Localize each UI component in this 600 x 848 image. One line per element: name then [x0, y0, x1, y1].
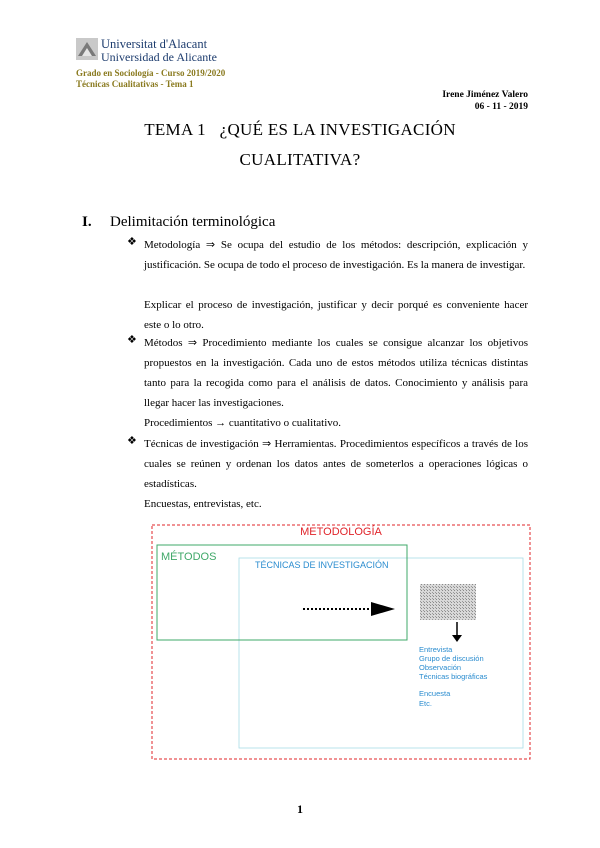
document-date: 06 - 11 - 2019: [474, 102, 528, 112]
bullet-extra-metodologia: Explicar el proceso de investigación, justificar y decir porqué es conveniente hacer este o lo otro.: [144, 299, 528, 331]
technique-item: Entrevista: [419, 645, 453, 654]
author-name: Irene Jiménez Valero: [442, 90, 528, 100]
bullet-diamond-icon: ❖: [127, 236, 137, 248]
methods-label: MÉTODOS: [161, 551, 217, 563]
bullet-extra-metodos: Procedimientos → cuantitativo o cualitativo.: [144, 417, 342, 429]
methodology-diagram: [151, 524, 531, 760]
university-logo-icon: [76, 38, 98, 60]
hatched-image-placeholder: [420, 584, 476, 620]
technique-item: Técnicas biográficas: [419, 672, 488, 681]
technique-item: Encuesta: [419, 689, 451, 698]
technique-item: Observación: [419, 663, 462, 672]
university-name-valencian: Universitat d'Alacant: [101, 37, 208, 51]
course-subject: Técnicas Cualitativas - Tema 1: [76, 79, 194, 89]
techniques-label: TÉCNICAS DE INVESTIGACIÓN: [255, 560, 389, 570]
page-number: 1: [297, 802, 303, 816]
technique-item: Grupo de discusión: [419, 654, 484, 663]
metodologia-label: METODOLOGÍA: [300, 526, 382, 538]
bullet-text-tecnicas: Técnicas de investigación ⇒ Herramientas. Procedimientos específicos a través de los cuales se reúnen y ordenan los datos antes de someterlos a operaciones lógicas o estadísticas.: [144, 438, 528, 490]
bullet-text-metodos: Métodos ⇒ Procedimiento mediante los cuales se consigue alcanzar los objetivos propuestos en la investigación. Cada uno de estos métodos utiliza técnicas distintas tanto para la recogida como para el análisis de datos. Conocimiento y análisis para llegar hacer las investigaciones.: [144, 337, 528, 409]
page-title-line2: CUALITATIVA?: [239, 150, 361, 169]
bullet-diamond-icon: ❖: [127, 334, 137, 346]
section-heading: Delimitación terminológica: [110, 214, 276, 230]
arrow-head-icon: [371, 602, 395, 616]
course-degree: Grado en Sociología - Curso 2019/2020: [76, 68, 226, 78]
bullet-extra-tecnicas: Encuestas, entrevistas, etc.: [144, 498, 262, 510]
page-title-line1: TEMA 1 ¿QUÉ ES LA INVESTIGACIÓN: [144, 120, 456, 139]
techniques-box: [239, 558, 523, 748]
university-name-spanish: Universidad de Alicante: [101, 50, 217, 64]
section-number: I.: [82, 214, 92, 230]
bullet-diamond-icon: ❖: [127, 435, 137, 447]
down-arrow-head-icon: [452, 635, 462, 642]
technique-item: Etc.: [419, 699, 432, 708]
bullet-text-metodologia: Metodología ⇒ Se ocupa del estudio de los métodos: descripción, explicación y justificación. Se ocupa de todo el proceso de investigación. Es la manera de investigar.: [144, 239, 528, 271]
